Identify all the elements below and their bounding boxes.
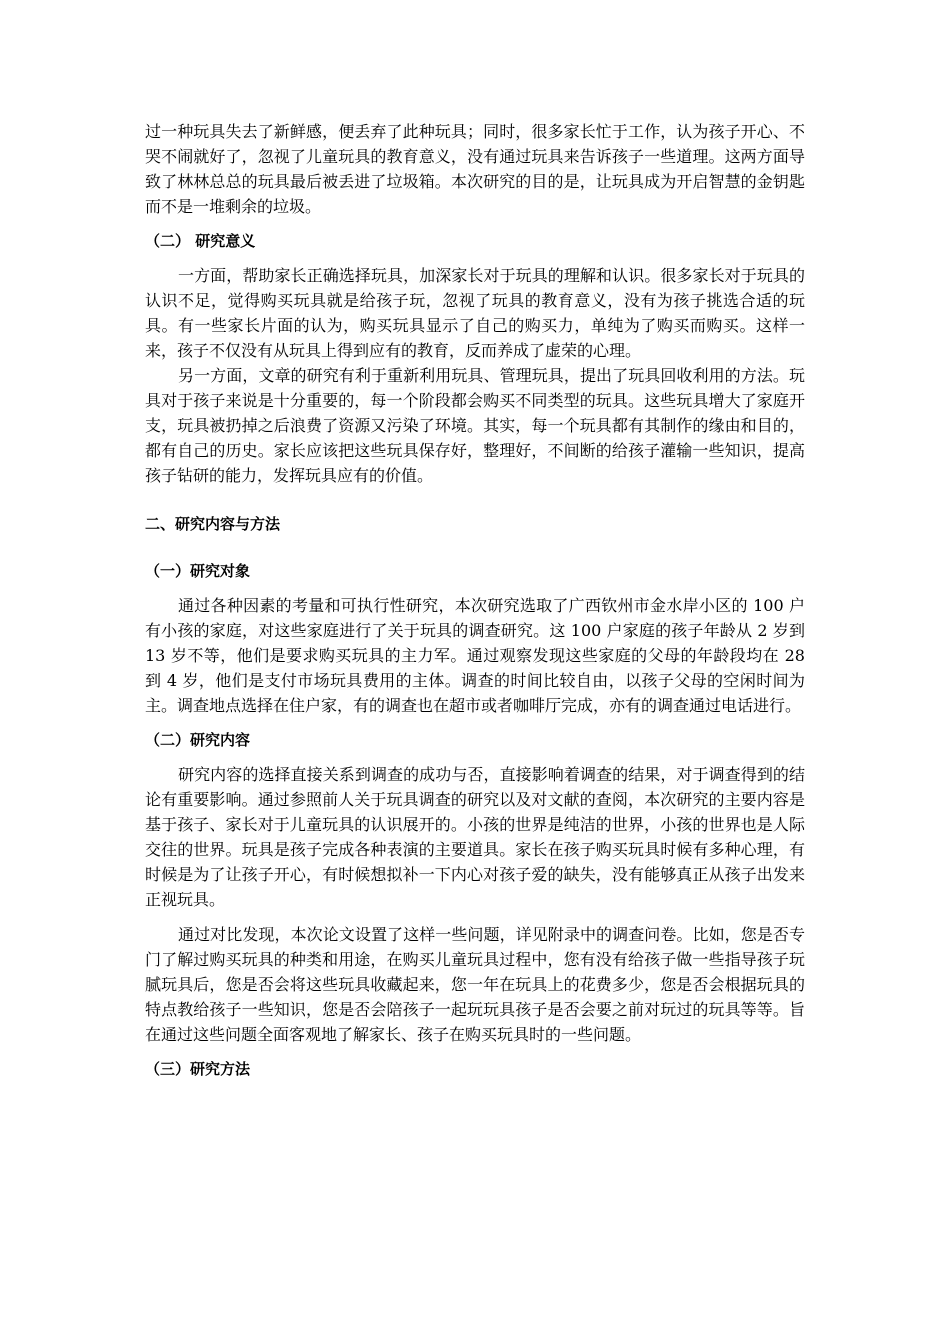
paragraph-research-content-1: 研究内容的选择直接关系到调查的成功与否，直接影响着调查的结果，对于调查得到的结论有重要影响。通过参照前人关于玩具调查的研究以及对文献的查阅，本次研究的主要内容是基于孩子、家长对于儿童玩具的认识展开的。小孩的世界是纯洁的世界，小孩的世界也是人际交往的世界。玩具是孩子完成各种表演的主要道具。家长在孩子购买玩具时候有多种心理，有时候是为了让孩子开心，有时候想拟补一下内心对孩子爱的缺失，没有能够真正从孩子出发来正视玩具。 [145, 765, 805, 909]
paragraph-research-object: 通过各种因素的考量和可执行性研究，本次研究选取了广西钦州市金水岸小区的 100 户有小孩的家庭，对这些家庭进行了关于玩具的调查研究。这 100 户家庭的孩子年龄从 2 岁到 13 岁不等，他们是要求购买玩具的主力军。通过观察发现这些家庭的父母的年龄段均在 28 到 4 岁，他们是支付市场玩具费用的主体。调查的时间比较自由，以孩子父母的空闲时间为主。调查地点选择在住户家，有的调查也在超市或者咖啡厅完成，亦有的调查通过电话进行。 [145, 596, 805, 715]
heading-research-content: （二）研究内容 [145, 731, 251, 749]
document-page [145, 119, 805, 1082]
heading-research-significance: （二） 研究意义 [145, 232, 256, 250]
heading-research-method: （三）研究方法 [145, 1060, 251, 1078]
paragraph-significance-1: 一方面，帮助家长正确选择玩具，加深家长对于玩具的理解和认识。很多家长对于玩具的认识不足，觉得购买玩具就是给孩子玩，忽视了玩具的教育意义，没有为孩子挑选合适的玩具。有一些家长片面的认为，购买玩具显示了自己的购买力，单纯为了购买而购买。这样一来，孩子不仅没有从玩具上得到应有的教育，反而养成了虚荣的心理。 [145, 266, 805, 360]
heading-section-2: 二、研究内容与方法 [145, 515, 281, 533]
paragraph-intro: 过一种玩具失去了新鲜感，便丢弃了此种玩具；同时，很多家长忙于工作，认为孩子开心、不哭不闹就好了，忽视了儿童玩具的教育意义，没有通过玩具来告诉孩子一些道理。这两方面导致了林林总总的玩具最后被丢进了垃圾箱。本次研究的目的是，让玩具成为开启智慧的金钥匙而不是一堆剩余的垃圾。 [145, 122, 805, 216]
paragraph-research-content-2: 通过对比发现，本次论文设置了这样一些问题，详见附录中的调查问卷。比如，您是否专门了解过购买玩具的种类和用途，在购买儿童玩具过程中，您有没有给孩子做一些指导孩子玩腻玩具后，您是否会将这些玩具收藏起来，您一年在玩具上的花费多少，您是否会根据玩具的特点教给孩子一些知识，您是否会陪孩子一起玩玩具孩子是否会要之前对玩过的玩具等等。旨在通过这些问题全面客观地了解家长、孩子在购买玩具时的一些问题。 [145, 925, 805, 1044]
heading-research-object: （一）研究对象 [145, 562, 251, 580]
paragraph-significance-2: 另一方面，文章的研究有利于重新利用玩具、管理玩具，提出了玩具回收利用的方法。玩具对于孩子来说是十分重要的，每一个阶段都会购买不同类型的玩具。这些玩具增大了家庭开支，玩具被扔掉之后浪费了资源又污染了环境。其实，每一个玩具都有其制作的缘由和目的，都有自己的历史。家长应该把这些玩具保存好，整理好，不间断的给孩子灌输一些知识，提高孩子钻研的能力，发挥玩具应有的价值。 [145, 366, 805, 485]
